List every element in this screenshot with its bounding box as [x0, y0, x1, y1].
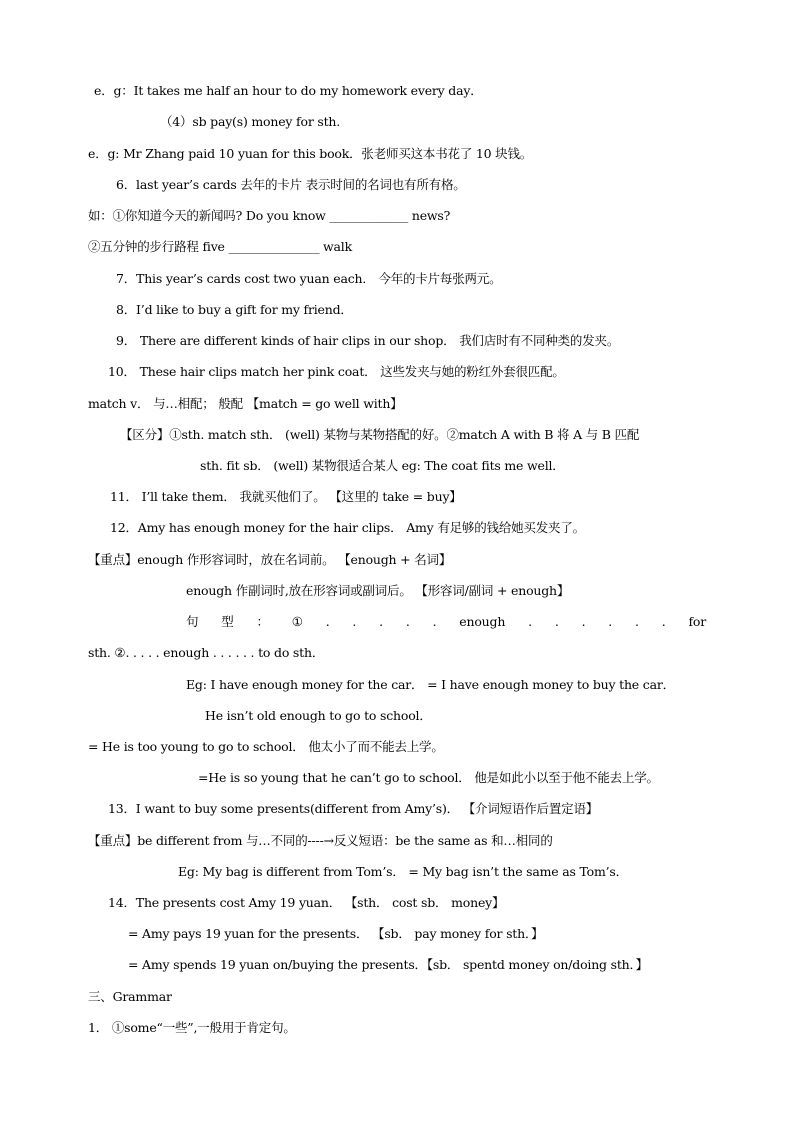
sentence-pattern-enough-for — [186, 614, 706, 630]
point-8-buy-gift: 8．I’d like to buy a gift for my friend． — [116, 302, 353, 317]
pattern-token: . — [635, 614, 639, 629]
vocab-match: match v． 与…相配； 般配 【match = go well with】 — [88, 396, 403, 411]
example-pay-money: e．g: Mr Zhang paid 10 yuan for this book．张老师买这本书花了 10 块钱。 — [88, 146, 533, 161]
point-13-buy-presents: 13．I want to buy some presents(different from Amy’s)． 【介词短语作后置定语】 — [108, 801, 599, 816]
pattern-token: for — [688, 614, 706, 629]
pattern-token: . — [554, 614, 559, 629]
point-10-match-coat: 10． These hair clips match her pink coat． 这些发夹与她的粉红外套很匹配。 — [108, 364, 565, 379]
pattern-token: 型 — [221, 614, 234, 629]
point-12-enough-money: 12．Amy has enough money for the hair clips． Amy 有足够的钱给她买发夹了。 — [110, 520, 585, 535]
pattern-token: . — [405, 614, 410, 629]
point-14-presents-cost: 14．The presents cost Amy 19 yuan． 【sth． cost sb． money】 — [108, 895, 505, 910]
pattern-token: . — [352, 614, 357, 629]
example-spends-on: = Amy spends 19 yuan on/buying the presents．【sb． spentd money on/doing sth．】 — [128, 957, 648, 972]
pattern-token: . — [528, 614, 532, 629]
example-old-enough: He isn’t old enough to go to school． — [205, 708, 432, 723]
pattern-token: . — [379, 614, 383, 629]
key-be-different-from: 【重点】be different from 与…不同的----→反义短语：be the same as 和…相同的 — [88, 833, 553, 848]
pattern-token: enough — [459, 614, 506, 629]
example-too-young: = He is too young to go to school． 他太小了而不能去上学。 — [88, 739, 444, 754]
point-6-last-years-cards: 6．last year’s cards 去年的卡片 表示时间的名词也有所有格。 — [116, 177, 466, 192]
example-different-bag: Eg: My bag is different from Tom’s． = My bag isn’t the same as Tom’s． — [178, 864, 628, 879]
pattern-token: . — [581, 614, 586, 629]
pattern-token: . — [661, 614, 666, 629]
exercise-todays-news: 如：①你知道今天的新闻吗? Do you know _____________ news? — [88, 208, 451, 223]
key-enough-adverb: enough 作副词时,放在形容词或副词后。 【形容词/副词 + enough】 — [186, 583, 570, 598]
distinguish-match: 【区分】①sth. match sth． (well) 某物与某物搭配的好。②match A with B 将 A 与 B 匹配 — [120, 427, 640, 442]
point-7-cards-cost: 7．This year’s cards cost two yuan each． 今年的卡片每张两元。 — [116, 271, 502, 286]
point-11-take-them: 11． I’ll take them． 我就买他们了。 【这里的 take = buy】 — [110, 489, 462, 504]
point-9-hair-clips: 9． There are different kinds of hair clips in our shop． 我们店时有不同种类的发夹。 — [116, 333, 620, 348]
key-enough-adjective: 【重点】enough 作形容词时，放在名词前。 【enough + 名词】 — [88, 552, 452, 567]
sentence-pattern-enough-to: sth. ②. . . . . enough . . . . . . to do sth． — [88, 645, 325, 660]
grammar-point-1-some: 1． ①some“一些”,一般用于肯定句。 — [88, 1020, 296, 1035]
section-heading-grammar: 三、Grammar — [88, 989, 172, 1004]
pattern-token: . — [432, 614, 437, 629]
pattern-token: ① — [291, 614, 303, 629]
example-enough-money-car: Eg: I have enough money for the car． = I have enough money to buy the car． — [186, 677, 675, 692]
exercise-five-minutes-walk: ②五分钟的步行路程 five _______________ walk — [88, 239, 352, 254]
distinguish-fit: sth. fit sb． (well) 某物很适合某人 eg: The coat fits me well． — [200, 458, 565, 473]
pattern-token: . — [608, 614, 613, 629]
example-pays-for: = Amy pays 19 yuan for the presents． 【sb． pay money for sth．】 — [128, 926, 544, 941]
example-takes-time: e．g：It takes me half an hour to do my homework every day． — [94, 83, 483, 98]
example-so-young-that: =He is so young that he can’t go to school． 他是如此小以至于他不能去上学。 — [198, 770, 659, 785]
pattern-token: . — [325, 614, 330, 629]
pattern-token: 句 — [186, 614, 199, 629]
pattern-token: ： — [256, 614, 269, 629]
pattern-pay-money: （4）sb pay(s) money for sth. — [160, 114, 341, 129]
